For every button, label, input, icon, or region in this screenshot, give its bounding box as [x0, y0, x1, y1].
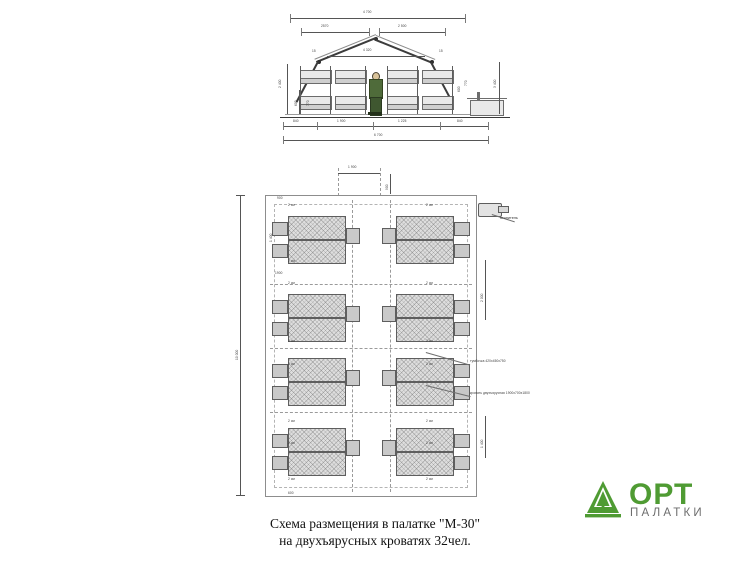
bunk-bed: [288, 216, 346, 240]
floor-plan-drawing: [230, 165, 530, 505]
gap-label: 2 см: [288, 259, 295, 263]
floor-line: [285, 114, 490, 115]
dim-eave-height-right: 3 400: [493, 79, 497, 88]
dim-eave-height-line: [287, 64, 288, 114]
dim-tick: [236, 195, 245, 196]
bunk-bed: [288, 382, 346, 406]
roof-right: [375, 39, 433, 64]
soldier-body-icon: [369, 79, 383, 99]
dim-base-right: 840: [457, 119, 463, 123]
dim-overall-length-line: [240, 195, 241, 495]
logo-subtitle: ПАЛАТКИ: [630, 507, 705, 519]
dim-tick: [301, 28, 302, 36]
dim-overall-length: 10 000: [235, 349, 239, 360]
dim-inner-span-line: [327, 56, 425, 57]
nightstand: [272, 386, 288, 400]
dim-right-seg2: 1 400: [480, 439, 484, 448]
nightstand: [272, 456, 288, 470]
dim-tick: [445, 28, 446, 36]
dim-eave-height-right-line: [499, 62, 500, 114]
dim-ridge-line: [290, 18, 465, 19]
tent-cross-section-drawing: [255, 4, 535, 149]
dim-right-slope: 2 500: [398, 24, 407, 28]
dim-right-slope-line: [379, 32, 445, 33]
bunk-bed: [288, 318, 346, 342]
dim-eave-height: 2 400: [278, 79, 282, 88]
dim-bed-length: 1900: [275, 271, 283, 275]
nightstand: [382, 306, 396, 322]
row-divider-2: [270, 348, 472, 349]
dim-tick: [283, 122, 284, 130]
tent-tree-logo-icon: [585, 480, 621, 518]
dim-right-seg2-line: [485, 416, 486, 458]
dim-post-left: 600: [294, 100, 298, 106]
nightstand: [454, 244, 470, 258]
nightstand: [272, 222, 288, 236]
dim-post-left-line: [299, 90, 300, 114]
gap-label: 2 см: [426, 259, 433, 263]
angle-right: 15: [439, 49, 443, 53]
dim-top-offset-line: [390, 174, 391, 194]
bunk-bed: [288, 358, 346, 382]
row-divider-3: [270, 412, 472, 413]
dim-overall-width: 6 700: [374, 133, 383, 137]
dim-post-right2: 770: [464, 80, 468, 86]
gap-label: 2 см: [288, 203, 295, 207]
gap-label: 2 см: [288, 362, 295, 366]
dim-left-slope: 2570: [321, 24, 329, 28]
dim-bed-width: 900: [277, 196, 283, 200]
bunk-bed: [288, 294, 346, 318]
nightstand: [454, 364, 470, 378]
nightstand: [272, 244, 288, 258]
row-divider-1: [270, 281, 472, 285]
gap-label: 2 см: [288, 339, 295, 343]
bunk-bed: [396, 452, 454, 476]
dim-tick: [440, 122, 441, 130]
nightstand: [272, 322, 288, 336]
nightstand: [382, 228, 396, 244]
bunk-upper-left-mattress: [300, 78, 332, 84]
dim-top-segment: 1 900: [348, 165, 357, 169]
gap-label: 2 см: [426, 441, 433, 445]
dim-overall-width-line: [283, 140, 488, 141]
angle-left: 15: [312, 49, 316, 53]
nightstand: [454, 222, 470, 236]
dim-left-slope-line: [301, 32, 369, 33]
bunk-bed: [396, 318, 454, 342]
stove-top-line: [467, 98, 507, 99]
dim-base-mid2: 1 225: [398, 119, 407, 123]
dim-inner-span: 4 320: [363, 48, 372, 52]
gap-label: 2 см: [288, 281, 295, 285]
dim-bed-aisle: 1 400: [269, 233, 273, 242]
dim-ridge-height: 4 700: [363, 10, 372, 14]
bunk-post-right-b: [417, 66, 418, 114]
nightstand: [454, 456, 470, 470]
nightstand: [454, 322, 470, 336]
gap-label: 2 см: [426, 203, 433, 207]
logo-wordmark: ОРТ: [629, 478, 694, 511]
dim-right-seg1: 2 000: [480, 293, 484, 302]
bunk-bed: [396, 216, 454, 240]
bunk-lower-left-mattress: [300, 104, 332, 110]
bunk-lower-right-mattress: [387, 104, 419, 110]
nightstand: [454, 434, 470, 448]
bunk-upper-left-2-mattress: [335, 78, 367, 84]
gap-label: 2 см: [288, 419, 295, 423]
nightstand: [346, 228, 360, 244]
dim-base-chain-line: [283, 126, 488, 127]
dim-tick: [488, 136, 489, 144]
stove-chimney-icon: [477, 92, 480, 101]
gap-label: 2 см: [426, 419, 433, 423]
dim-tick: [290, 14, 291, 23]
dim-right-seg1-line: [485, 260, 486, 320]
bunk-upper-right-2-mattress: [422, 78, 454, 84]
nightstand: [346, 306, 360, 322]
gap-label: 2 см: [288, 441, 295, 445]
nightstand: [272, 434, 288, 448]
bunk-lower-left-2-mattress: [335, 104, 367, 110]
gap-label: 2 см: [288, 477, 295, 481]
dim-top-offset: 900: [385, 184, 389, 190]
annotation-bed: кровать двухъярусная 1900х700х1800: [470, 391, 530, 395]
brand-logo[interactable]: [585, 478, 720, 522]
plan-axis-dash-top-b: [380, 168, 381, 196]
soldier-boots-icon: [368, 112, 382, 115]
nightstand: [346, 440, 360, 456]
bunk-post-left-a: [300, 66, 301, 114]
annotation-nightstand: тумбочка 420х450х750: [470, 359, 506, 363]
gap-label: 2 см: [426, 477, 433, 481]
dim-tick: [369, 28, 370, 36]
ground-line: [280, 117, 510, 118]
gap-label: 2 см: [426, 362, 433, 366]
dim-tick: [488, 122, 489, 130]
nightstand: [346, 370, 360, 386]
bunk-post-right-c: [452, 66, 453, 114]
dim-tick: [465, 14, 466, 23]
stove-chimney-plan-icon: [498, 206, 509, 213]
gap-label: 2 см: [426, 339, 433, 343]
bunk-bed: [288, 452, 346, 476]
dim-post-right: 600: [457, 86, 461, 92]
dim-gap-small: 600: [288, 491, 294, 495]
dim-post-left2: 770: [306, 100, 310, 106]
bunk-post-left-c: [365, 66, 366, 114]
bunk-bed: [396, 240, 454, 264]
dim-tick: [236, 495, 245, 496]
bunk-post-right-a: [387, 66, 388, 114]
bunk-upper-right-mattress: [387, 78, 419, 84]
annotation-stove: отопитель: [500, 216, 518, 220]
dim-tick: [379, 28, 380, 36]
bunk-lower-right-2-mattress: [422, 104, 454, 110]
bunk-post-left-b: [330, 66, 331, 114]
gap-label: 2 см: [426, 281, 433, 285]
bunk-bed: [288, 240, 346, 264]
caption-line-1: Схема размещения в палатке "М-30": [269, 516, 481, 531]
caption-line-2: на двухъярусных кроватях 32чел.: [279, 532, 471, 548]
dim-tick: [373, 122, 374, 130]
dim-top-seg-line: [338, 173, 380, 174]
tent-outline: [265, 195, 477, 497]
dim-base-left: 840: [293, 119, 299, 123]
bunk-bed: [396, 428, 454, 452]
dim-tick: [283, 136, 284, 144]
bunk-bed: [396, 294, 454, 318]
nightstand: [454, 300, 470, 314]
nightstand: [382, 440, 396, 456]
bunk-bed: [288, 428, 346, 452]
dim-tick: [317, 122, 318, 130]
dim-base-mid1: 1 900: [337, 119, 346, 123]
nightstand: [272, 364, 288, 378]
bunk-bed: [396, 358, 454, 382]
nightstand: [382, 370, 396, 386]
nightstand: [272, 300, 288, 314]
